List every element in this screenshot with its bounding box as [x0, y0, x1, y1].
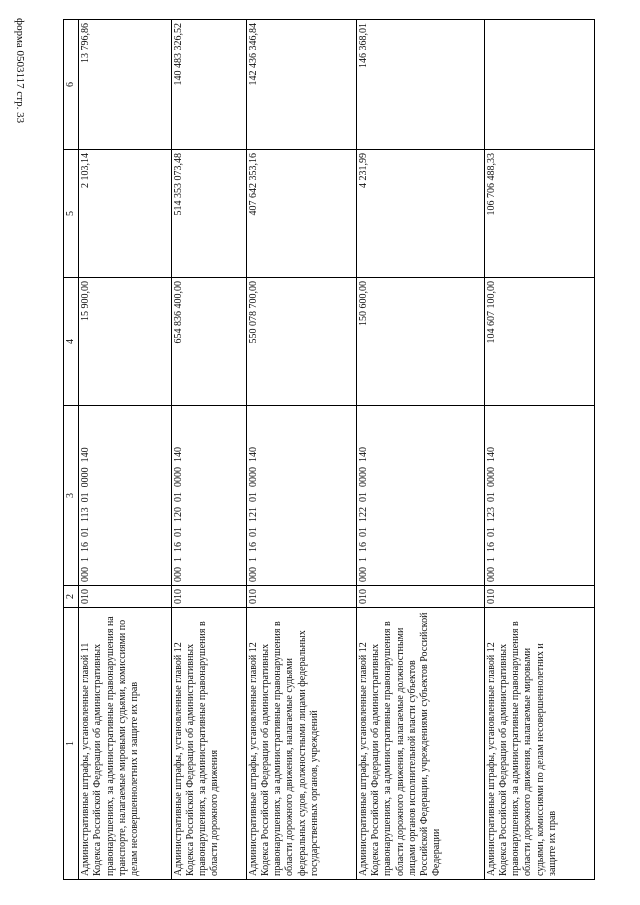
column-header: 4	[64, 278, 79, 406]
unexecuted-amount-cell: 146 368,01	[356, 20, 484, 150]
row-name-cell: Административные штрафы, установленные главой 11 Кодекса Российской Федерации об административных правонарушениях, за административные правонарушения на транспорте, налагаемые мировыми судьями, комиссиями по делам несовершеннолетних и защите их прав	[79, 608, 172, 880]
approved-amount-cell: 654 836 400,00	[171, 278, 246, 406]
report-table-wrapper	[63, 20, 595, 880]
column-header: 1	[64, 608, 79, 880]
row-name-cell: Административные штрафы, установленные главой 12 Кодекса Российской Федерации об административных правонарушениях, за административные правонарушения в области дорожного движения, налагаемые мировыми судьями, комиссиями по делам несовершеннолетних и защите их прав	[484, 608, 594, 880]
executed-amount-cell: 407 642 353,16	[246, 150, 356, 278]
unexecuted-amount-cell: 13 796,86	[79, 20, 172, 150]
income-code-cell: 000 1 16 01 113 01 0000 140	[79, 406, 172, 586]
row-code-cell: 010	[484, 586, 594, 608]
executed-amount-cell: 106 706 488,33	[484, 150, 594, 278]
executed-amount-cell: 4 231,99	[356, 150, 484, 278]
table-row	[356, 20, 484, 880]
approved-amount-cell: 550 078 700,00	[246, 278, 356, 406]
approved-amount-cell: 150 600,00	[356, 278, 484, 406]
income-code-cell: 000 1 16 01 120 01 0000 140	[171, 406, 246, 586]
report-table	[63, 19, 595, 880]
row-code-cell: 010	[356, 586, 484, 608]
executed-amount-cell: 2 103,14	[79, 150, 172, 278]
column-header: 3	[64, 406, 79, 586]
approved-amount-cell: 104 607 100,00	[484, 278, 594, 406]
table-header-row	[64, 20, 79, 880]
column-header: 6	[64, 20, 79, 150]
table-row	[484, 20, 594, 880]
unexecuted-amount-cell	[484, 20, 594, 150]
form-label: форма 0503117 стр. 33	[14, 18, 26, 124]
unexecuted-amount-cell: 142 436 346,84	[246, 20, 356, 150]
row-name-cell: Административные штрафы, установленные главой 12 Кодекса Российской Федерации об административных правонарушениях, за административные правонарушения в области дорожного движения	[171, 608, 246, 880]
table-row	[171, 20, 246, 880]
row-code-cell: 010	[246, 586, 356, 608]
column-header: 5	[64, 150, 79, 278]
table-row	[79, 20, 172, 880]
income-code-cell: 000 1 16 01 123 01 0000 140	[484, 406, 594, 586]
income-code-cell: 000 1 16 01 121 01 0000 140	[246, 406, 356, 586]
column-header: 2	[64, 586, 79, 608]
income-code-cell: 000 1 16 01 122 01 0000 140	[356, 406, 484, 586]
approved-amount-cell: 15 900,00	[79, 278, 172, 406]
row-name-cell: Административные штрафы, установленные главой 12 Кодекса Российской Федерации об административных правонарушениях, за административные правонарушения в области дорожного движения, налагаемые судьями федеральных судов, должностными лицами федеральных государственных органов, учреждений	[246, 608, 356, 880]
executed-amount-cell: 514 353 073,48	[171, 150, 246, 278]
row-code-cell: 010	[79, 586, 172, 608]
row-name-cell: Административные штрафы, установленные главой 12 Кодекса Российской Федерации об административных правонарушениях, за административные правонарушения в области дорожного движения, налагаемые должностными лицами органов исполнительной власти субъектов Российской Федерации, учреждениями субъектов Российской Федерации	[356, 608, 484, 880]
row-code-cell: 010	[171, 586, 246, 608]
table-row	[246, 20, 356, 880]
unexecuted-amount-cell: 140 483 326,52	[171, 20, 246, 150]
